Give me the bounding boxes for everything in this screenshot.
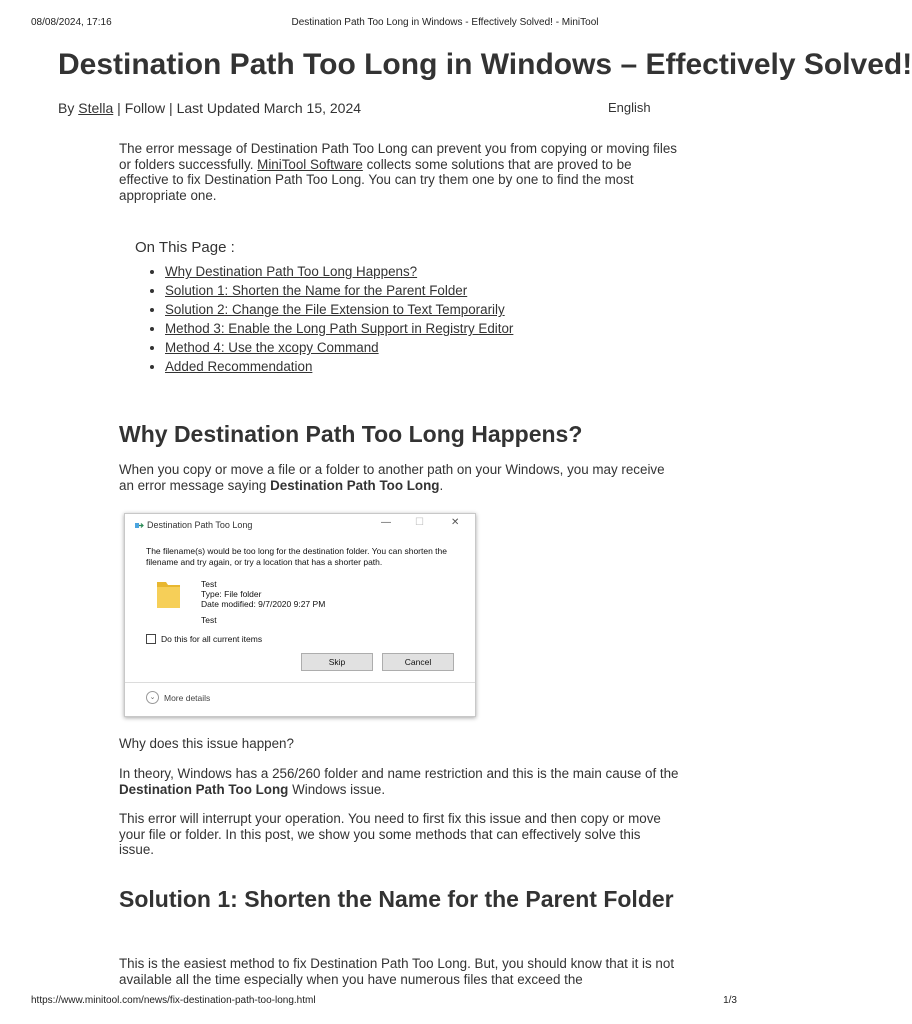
skip-button: Skip xyxy=(301,653,373,671)
author-link[interactable]: Stella xyxy=(78,100,114,116)
paragraph-text: When you copy or move a file or a folder to another path on your Windows, you may receive an error message saying xyxy=(119,462,665,493)
paragraph-text: In theory, Windows has a 256/260 folder and name restriction and this is the main cause of the xyxy=(119,766,679,781)
follow-link[interactable]: Follow xyxy=(124,100,166,116)
toc-link-method-3[interactable]: Method 3: Enable the Long Path Support in Registry Editor xyxy=(165,321,514,336)
dialog-message: The filename(s) would be too long for the destination folder. You can shorten the filename and try again, or try a location that has a shorter path. xyxy=(146,546,448,567)
close-icon: ✕ xyxy=(451,517,460,528)
apply-all-option xyxy=(146,634,262,644)
interrupt-paragraph xyxy=(119,811,679,858)
language-selector[interactable]: English xyxy=(608,100,651,115)
print-page-title: Destination Path Too Long in Windows - Effectively Solved! - MiniTool xyxy=(291,17,599,28)
copy-icon xyxy=(135,522,144,529)
toc-item xyxy=(165,262,513,281)
cancel-button: Cancel xyxy=(382,653,454,671)
print-footer xyxy=(0,995,768,1009)
solution1-paragraph xyxy=(119,956,679,986)
print-header xyxy=(0,17,768,31)
toc-link-solution-2[interactable]: Solution 2: Change the File Extension to Text Temporarily xyxy=(165,302,505,317)
more-details-label: More details xyxy=(164,692,211,703)
section-heading-solution-1: Solution 1: Shorten the Name for the Parent Folder xyxy=(119,886,674,912)
folder-icon xyxy=(155,578,182,610)
item-details xyxy=(201,579,325,609)
checkbox-label: Do this for all current items xyxy=(161,634,263,644)
toc-link-solution-1[interactable]: Solution 1: Shorten the Name for the Parent Folder xyxy=(165,283,468,298)
dialog-title: Destination Path Too Long xyxy=(147,520,253,530)
toc-link-method-4[interactable]: Method 4: Use the xcopy Command xyxy=(165,340,379,355)
paragraph-text: Windows issue. xyxy=(288,781,386,797)
item-name: Test xyxy=(201,579,217,589)
paragraph-text: Why does this issue happen? xyxy=(119,736,294,751)
minitool-software-link[interactable]: MiniTool Software xyxy=(257,156,363,172)
article-meta xyxy=(58,100,361,116)
theory-paragraph xyxy=(119,766,679,797)
paragraph-text: . xyxy=(439,477,444,493)
maximize-icon: ☐ xyxy=(415,517,424,528)
table-of-contents xyxy=(147,262,513,376)
toc-heading: On This Page : xyxy=(135,239,235,256)
item-type: Type: File folder xyxy=(201,589,262,599)
item-modified: Date modified: 9/7/2020 9:27 PM xyxy=(201,599,326,609)
meta-separator: | xyxy=(165,100,177,116)
page-url: https://www.minitool.com/news/fix-destination-path-too-long.html xyxy=(31,995,316,1006)
toc-item xyxy=(165,319,513,338)
bold-text: Destination Path Too Long xyxy=(270,477,440,493)
error-dialog-screenshot xyxy=(124,513,476,717)
toc-item xyxy=(165,357,513,376)
meta-separator: | xyxy=(113,100,125,116)
checkbox xyxy=(146,634,156,644)
chevron-down-icon: ⌄ xyxy=(146,691,159,704)
last-updated: Last Updated March 15, 2024 xyxy=(176,100,362,116)
more-details xyxy=(146,691,210,704)
dialog-divider xyxy=(125,682,475,683)
toc-item xyxy=(165,338,513,357)
print-datetime: 08/08/2024, 17:16 xyxy=(31,17,112,28)
toc-item xyxy=(165,281,513,300)
minimize-icon: — xyxy=(381,517,391,528)
paragraph-text: This error will interrupt your operation. You need to first fix this issue and then copy or move your file or folder. In this post, we show you some methods that can effectively solve this issue. xyxy=(119,811,661,857)
intro-paragraph xyxy=(119,141,679,203)
toc-link-why[interactable]: Why Destination Path Too Long Happens? xyxy=(165,264,418,279)
why-question xyxy=(119,736,679,752)
toc-item xyxy=(165,300,513,319)
section1-paragraph xyxy=(119,462,679,493)
by-label: By xyxy=(58,100,75,116)
article-title: Destination Path Too Long in Windows – Effectively Solved! xyxy=(58,48,912,81)
paragraph-text: This is the easiest method to fix Destination Path Too Long. But, you should know that it is not available all the time especially when you have numerous files that exceed the xyxy=(119,956,675,987)
bold-text: Destination Path Too Long xyxy=(119,781,289,797)
intro-text: The error message of Destination Path Too Long can prevent you from copying or moving files or folders successfully. xyxy=(119,141,677,172)
page-count: 1/3 xyxy=(723,995,737,1006)
item-name-secondary: Test xyxy=(201,615,217,625)
toc-link-recommendation[interactable]: Added Recommendation xyxy=(165,359,313,374)
section-heading-why: Why Destination Path Too Long Happens? xyxy=(119,421,583,447)
intro-text: collects some solutions that are proved to be effective to fix Destination Path Too Long. You can try them one by one to find the most appropriate one. xyxy=(119,156,634,203)
